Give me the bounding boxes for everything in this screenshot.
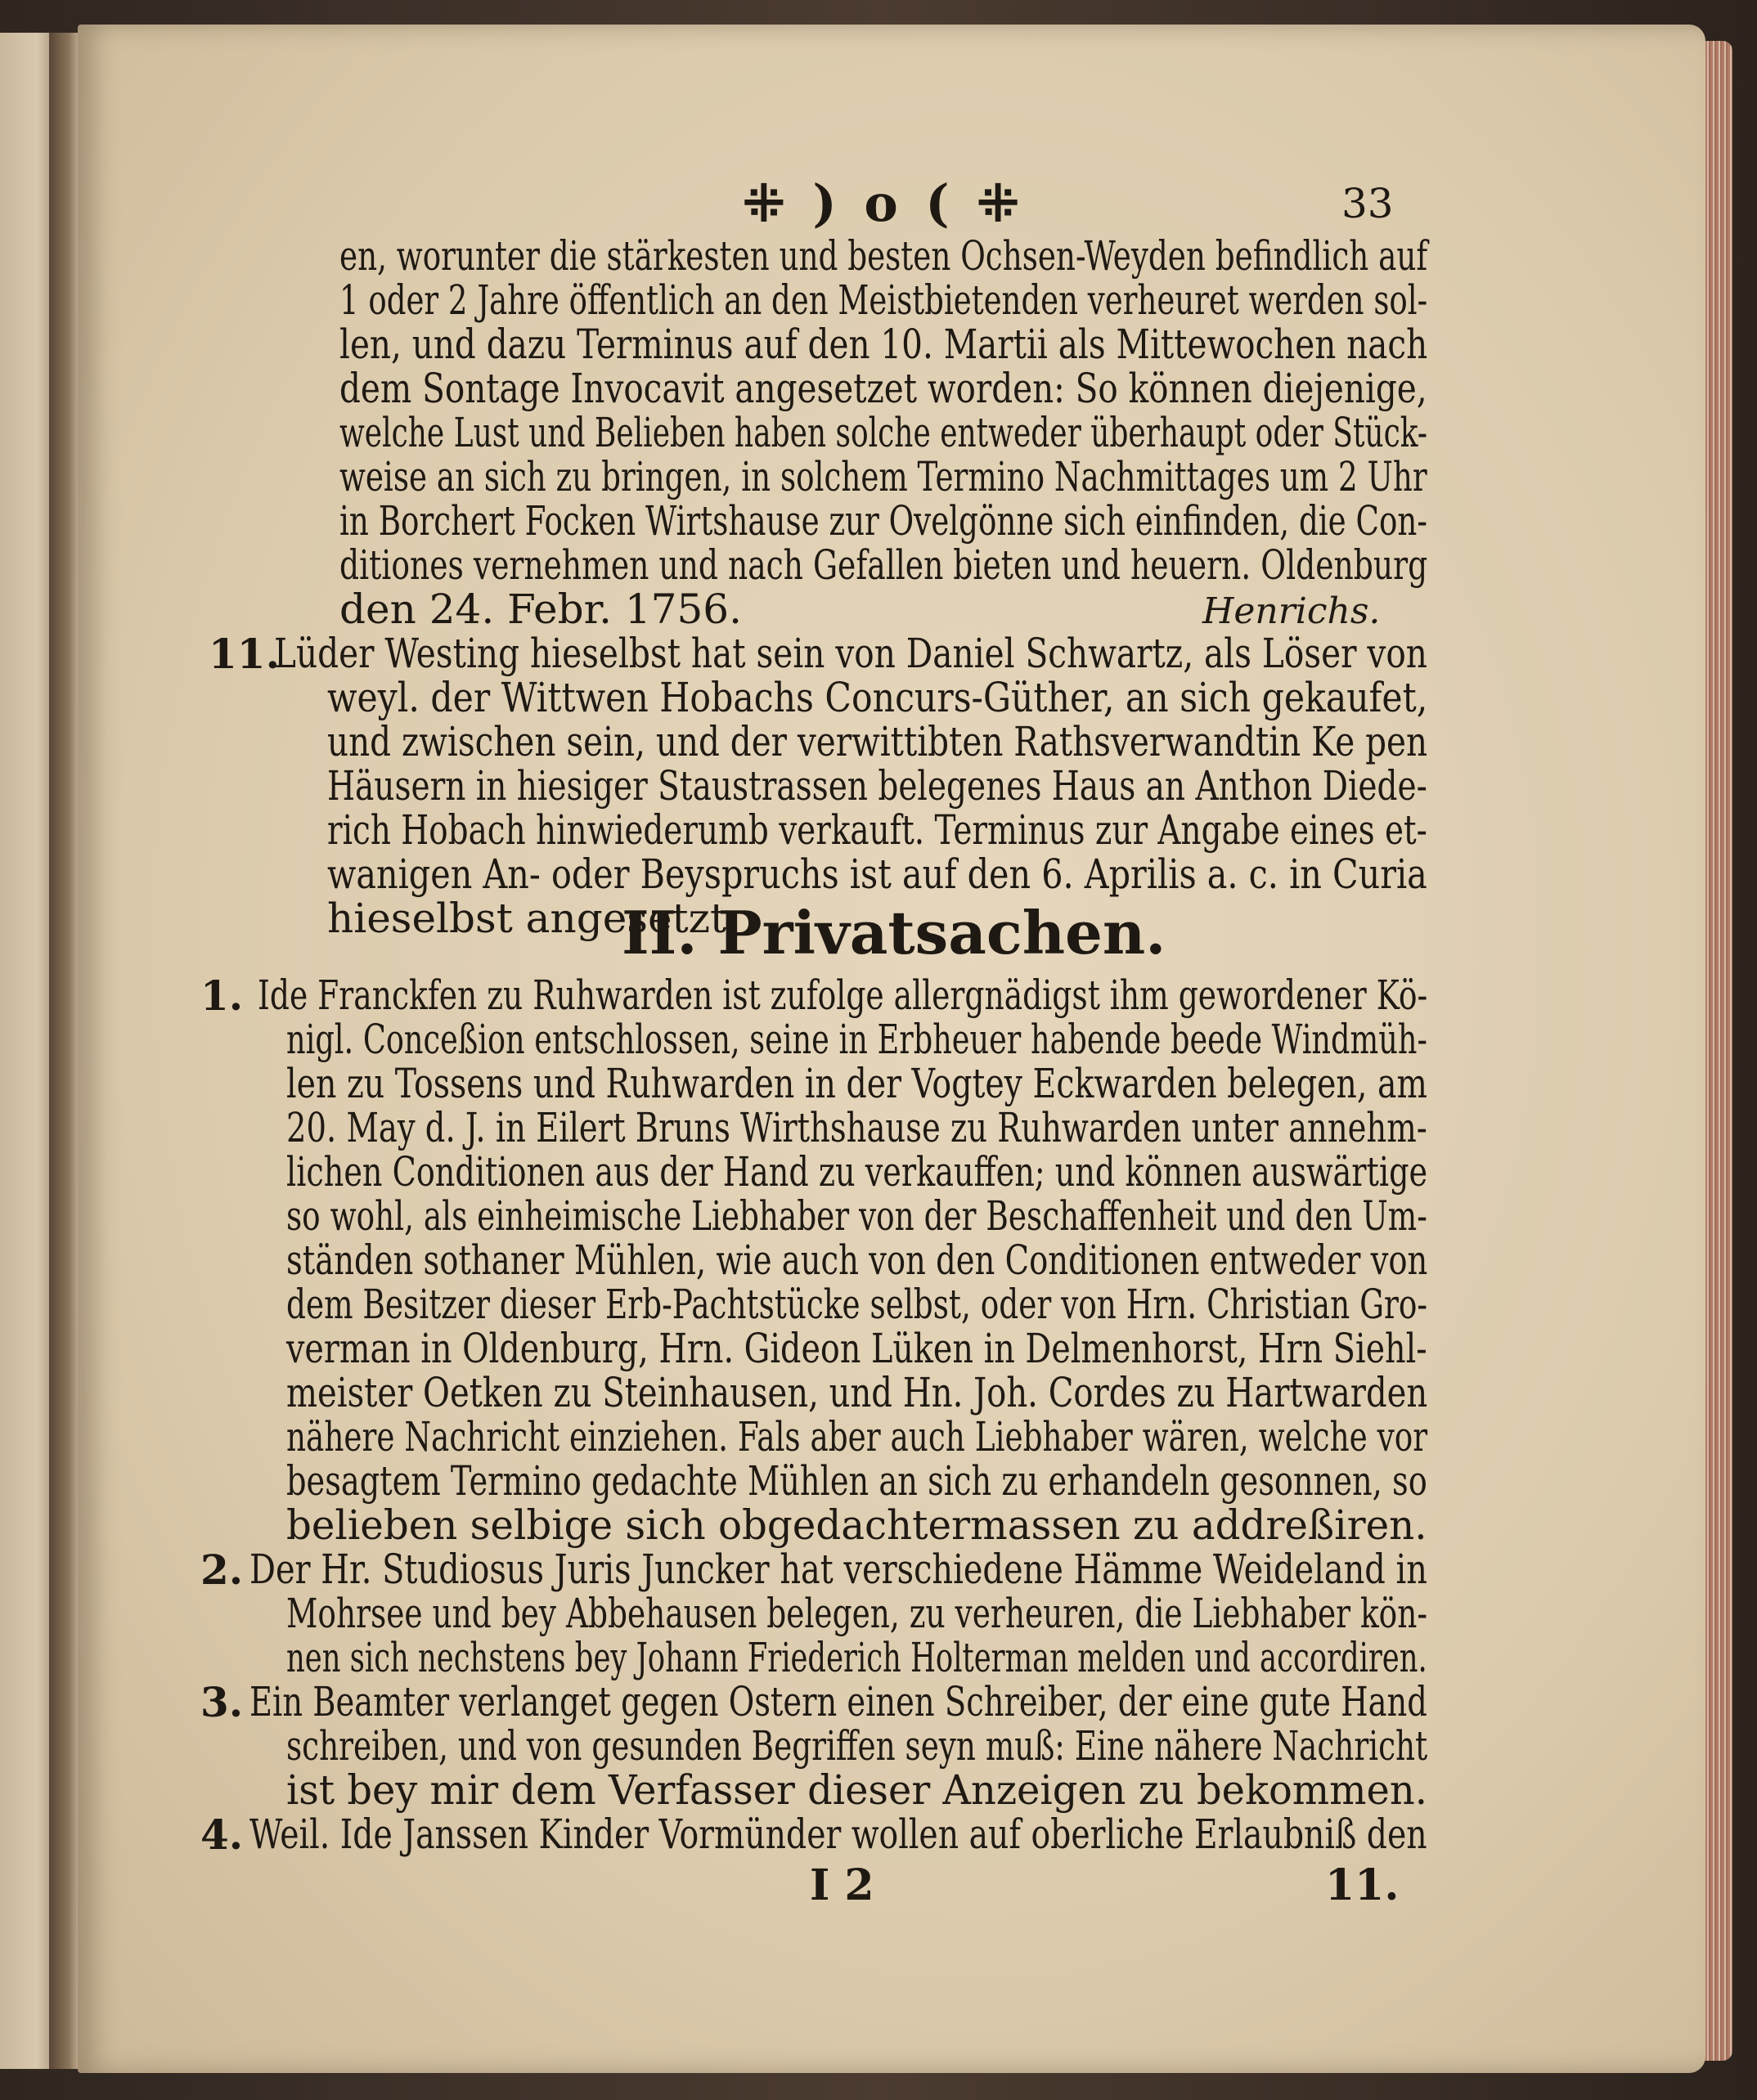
text-line: nen sich nechstens bey Johann Friederich Holterman melden und accordiren. — [286, 1634, 1427, 1681]
item-number: 2. — [200, 1546, 244, 1594]
item-number: 4. — [200, 1811, 244, 1859]
text-line: weise an sich zu bringen, in solchem Termino Nachmittages um 2 Uhr — [339, 453, 1427, 500]
text-line: 20. May d. J. in Eilert Bruns Wirthshause zu Ruhwarden unter annehm- — [286, 1104, 1427, 1151]
text-line: ditiones vernehmen und nach Gefallen bieten und heuern. Oldenburg — [339, 541, 1428, 589]
text-line: dem Besitzer dieser Erb-Pachtstücke selbst, oder von Hrn. Christian Gro- — [286, 1281, 1427, 1328]
header-ornament: ⁜ ) o ( ⁜ — [742, 173, 1025, 233]
text-line: hieselbst angesetzt. — [327, 895, 739, 942]
catchword: 11. — [1325, 1860, 1400, 1910]
text-line: wanigen An- oder Beyspruchs ist auf den 6. Aprilis a. c. in Curia — [327, 850, 1427, 898]
text-line: besagtem Termino gedachte Mühlen an sich zu erhandeln gesonnen, so — [286, 1457, 1427, 1505]
text-line: nigl. Conceßion entschlossen, seine in Erbheuer habende beede Windmüh- — [286, 1016, 1427, 1063]
text-line: len zu Tossens und Ruhwarden in der Vogtey Eckwarden belegen, am — [286, 1060, 1427, 1107]
text-line: schreiben, und von gesunden Begriffen seyn muß: Eine nähere Nachricht — [286, 1722, 1428, 1770]
text-line: Mohrsee und bey Abbehausen belegen, zu verheuren, die Liebhaber kön- — [286, 1590, 1428, 1637]
text-line: en, worunter die stärkesten und besten Ochsen-Weyden befindlich auf — [339, 232, 1428, 280]
text-line: weyl. der Wittwen Hobachs Concurs-Güther, an sich gekaufet, — [327, 674, 1428, 721]
section-heading: II. Privatsachen. — [622, 898, 1166, 967]
text-line: dem Sontage Invocavit angesetzet worden: So können diejenige, — [339, 365, 1427, 412]
text-line: meister Oetken zu Steinhausen, und Hn. Joh. Cordes zu Hartwarden — [286, 1369, 1428, 1416]
page-number: 33 — [1341, 180, 1394, 227]
text-line: Ide Franckfen zu Ruhwarden ist zufolge allergnädigst ihm gewordener Kö- — [258, 971, 1428, 1019]
item-number: 1. — [200, 971, 244, 1020]
text-line: Der Hr. Studiosus Juris Juncker hat verschiedene Hämme Weideland in — [249, 1546, 1427, 1593]
text-line: belieben selbige sich obgedachtermassen zu addreßiren. — [286, 1501, 1427, 1549]
text-line: len, und dazu Terminus auf den 10. Martii als Mittewochen nach — [339, 321, 1428, 368]
text-line: in Borchert Focken Wirtshause zur Ovelgönne sich einfinden, die Con- — [339, 497, 1427, 545]
text-line: rich Hobach hinwiederumb verkauft. Terminus zur Angabe eines et- — [327, 806, 1427, 854]
item-number: 3. — [200, 1678, 244, 1726]
signature: Henrichs. — [1202, 590, 1381, 632]
text-line: nähere Nachricht einziehen. Fals aber auch Liebhaber wären, welche vor — [286, 1413, 1428, 1461]
text-line: Lüder Westing hieselbst hat sein von Daniel Schwartz, als Löser von — [274, 630, 1427, 677]
signature-mark: I 2 — [810, 1860, 874, 1910]
item-number: 11. — [209, 630, 280, 678]
text-line: ist bey mir dem Verfasser dieser Anzeigen zu bekommen. — [286, 1766, 1427, 1814]
text-line: ständen sothaner Mühlen, wie auch von den Conditionen entweder von — [286, 1236, 1428, 1284]
text-line: welche Lust und Belieben haben solche entweder überhaupt oder Stück- — [339, 409, 1428, 456]
text-line: verman in Oldenburg, Hrn. Gideon Lüken in Delmenhorst, Hrn Siehl- — [286, 1325, 1427, 1372]
text-line: so wohl, als einheimische Liebhaber von der Beschaffenheit und den Um- — [286, 1192, 1427, 1240]
text-line: Weil. Ide Janssen Kinder Vormünder wollen auf oberliche Erlaubniß den — [249, 1811, 1427, 1858]
dateline: den 24. Febr. 1756. — [339, 586, 742, 633]
text-line: und zwischen sein, und der verwittibten Rathsverwandtin Ke pen — [327, 718, 1428, 765]
text-line: Häusern in hiesiger Staustrassen belegenes Haus an Anthon Diede- — [327, 762, 1427, 810]
text-line: Ein Beamter verlanget gegen Ostern einen Schreiber, der eine gute Hand — [249, 1678, 1427, 1725]
text-line: lichen Conditionen aus der Hand zu verkauffen; und können auswärtige — [286, 1148, 1428, 1196]
text-line: 1 oder 2 Jahre öffentlich an den Meistbietenden verheuret werden sol- — [339, 276, 1428, 324]
